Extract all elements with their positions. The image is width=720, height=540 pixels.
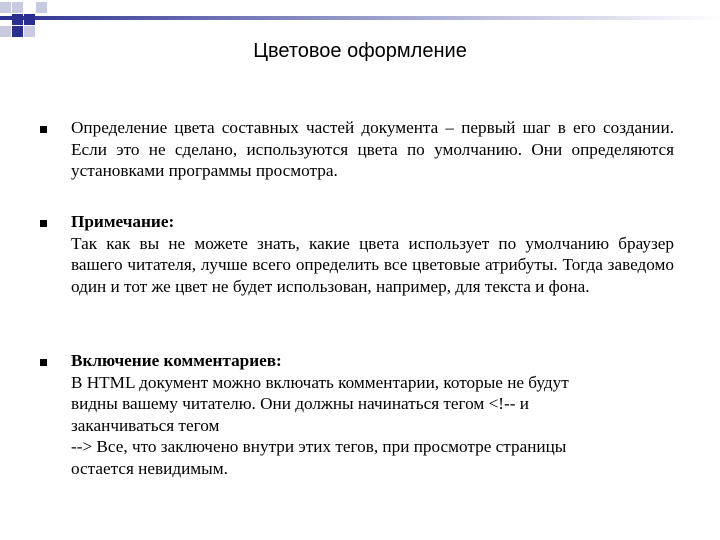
bullet-3-line: заканчиваться тегом (71, 415, 220, 435)
decor-square (36, 2, 47, 13)
square-bullet-icon (40, 359, 47, 366)
slide-title: Цветовое оформление (253, 40, 467, 62)
header-gradient-line (0, 16, 720, 20)
bullet-paragraph-2 (71, 211, 674, 297)
bullet-3-line: --> Все, что заключено внутри этих тегов, при просмотре страницы (71, 437, 567, 457)
bullet-2-heading: Примечание: (71, 212, 175, 231)
decor-square (24, 14, 35, 25)
decor-square (0, 2, 11, 13)
bullet-2-text: Так как вы не можете знать, какие цвета использует по умолчанию браузер вашего читателя, лучше всего определить все цветовые атрибуты. Тогда заведомо один и тот же цвет не будет использован, например, для текста и фона. (71, 233, 674, 296)
bullet-paragraph-3 (71, 350, 674, 480)
decor-square (12, 14, 23, 25)
square-bullet-icon (40, 220, 47, 227)
bullet-paragraph-1 (71, 117, 674, 182)
bullet-3-line: видны вашему читателю. Они должны начинаться тегом <!-- и (71, 394, 529, 414)
bullet-1-text: Определение цвета составных частей документа – первый шаг в его создании. Если это не сделано, используются цвета по умолчанию. Они определяются установками программы просмотра. (71, 118, 674, 181)
bullet-3-line: В HTML документ можно включать комментарии, которые не будут (71, 372, 569, 392)
square-bullet-icon (40, 126, 47, 133)
bullet-3-line: остается невидимым. (71, 458, 228, 478)
decor-square (12, 2, 23, 13)
bullet-3-heading: Включение комментариев: (71, 351, 282, 370)
